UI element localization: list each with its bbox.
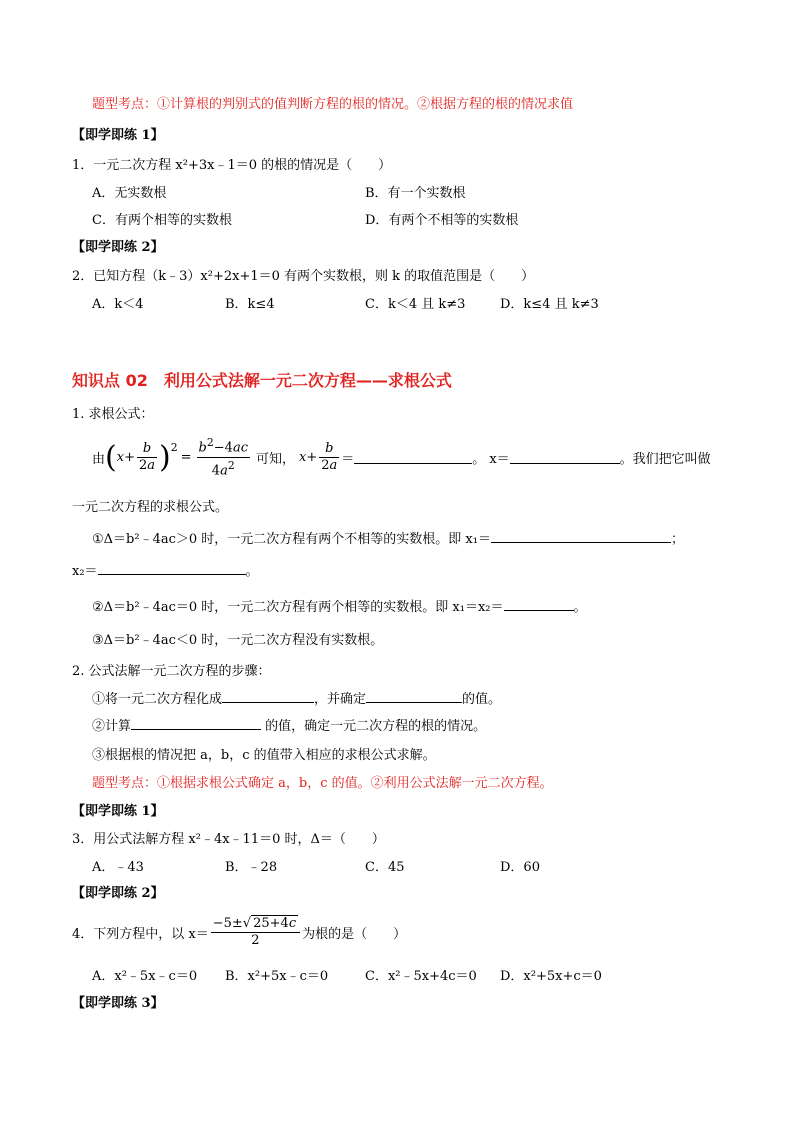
step-1-b: ，并确定 <box>314 692 367 707</box>
question-1-option-a: A．无实数根 <box>92 186 167 201</box>
question-3-stem: 3．用公式法解方程 x²﹣4x﹣11＝0 时，Δ＝（ ） <box>72 832 385 847</box>
question-2-option-d: D．k≤4 且 k≠3 <box>500 297 599 312</box>
step-2-a: ②计算 <box>92 719 132 734</box>
section-title: 知识点 02 利用公式法解一元二次方程——求根公式 <box>72 371 452 390</box>
question-4-stem: 4．下列方程中，以 x＝ $\frac{-5\pm√ 25+4c}{2}$ 为根的是（ ） <box>72 915 407 948</box>
exercise-label-1: 【即学即练 1】 <box>72 128 164 143</box>
exercise-label-5: 【即学即练 3】 <box>72 996 164 1011</box>
question-3-option-d: D．60 <box>500 860 540 875</box>
question-4-prefix: 4．下列方程中，以 x＝ <box>72 926 209 942</box>
question-4-suffix: 为根的是（ ） <box>302 926 407 942</box>
question-4-option-b: B．x²+5x﹣c＝0 <box>225 969 329 984</box>
step-1-a: ①将一元二次方程化成 <box>92 692 223 707</box>
case-3: ③Δ＝b²﹣4ac＜0 时，一元二次方程没有实数根。 <box>92 633 384 648</box>
paragraph-2: 2. 公式法解一元二次方程的步骤： <box>72 664 271 679</box>
step-2-b: 的值，确定一元二次方程的根的情况。 <box>265 719 487 734</box>
question-2-option-c: C．k＜4 且 k≠3 <box>365 297 466 312</box>
formula-x: x＝ <box>489 451 510 467</box>
exercise-label-3: 【即学即练 1】 <box>72 804 164 819</box>
case-1-x2-text: x₂＝ <box>72 564 98 579</box>
question-3-option-c: C．45 <box>365 860 405 875</box>
question-2-stem: 2．已知方程（k﹣3）x²+2x+1＝0 有两个实数根，则 k 的取值范围是（ ） <box>72 269 535 284</box>
paragraph-1: 1. 求根公式： <box>72 407 154 422</box>
step-3: ③根据根的情况把 a，b，c 的值带入相应的求根公式求解。 <box>92 748 436 763</box>
question-2-option-b: B．k≤4 <box>225 297 275 312</box>
exercise-label-4: 【即学即练 2】 <box>72 886 164 901</box>
exercise-label-2: 【即学即练 2】 <box>72 240 164 255</box>
question-4-option-d: D．x²+5x+c＝0 <box>500 969 602 984</box>
question-1-option-d: D．有两个不相等的实数根 <box>365 213 519 228</box>
formula-line-2: 一元二次方程的求根公式。 <box>72 500 229 515</box>
case-1-text: ①Δ＝b²﹣4ac＞0 时，一元二次方程有两个不相等的实数根。即 x₁＝ <box>92 532 491 547</box>
case-2: ②Δ＝b²﹣4ac＝0 时，一元二次方程有两个相等的实数根。即 x₁＝x₂＝ 。 <box>92 600 587 615</box>
step-1-c: 的值。 <box>462 692 502 707</box>
question-3-option-a: A．﹣43 <box>92 860 144 875</box>
step-2 <box>92 715 486 734</box>
case-1: ①Δ＝b²﹣4ac＞0 时，一元二次方程有两个不相等的实数根。即 x₁＝ ； <box>92 532 684 547</box>
formula-mid: 可知， <box>255 451 295 467</box>
step-1 <box>92 688 501 707</box>
question-1-stem: 1．一元二次方程 x²+3x﹣1＝0 的根的情况是（ ） <box>72 158 392 173</box>
kaodian-2: 题型考点：①根据求根公式确定 a，b，c 的值。②利用公式法解一元二次方程。 <box>92 776 553 791</box>
question-4-option-c: C．x²﹣5x+4c＝0 <box>365 969 477 984</box>
question-4-option-a: A．x²﹣5x﹣c＝0 <box>92 969 198 984</box>
case-2-text: ②Δ＝b²﹣4ac＝0 时，一元二次方程有两个相等的实数根。即 x₁＝x₂＝ <box>92 600 504 615</box>
question-1-option-b: B．有一个实数根 <box>365 186 466 201</box>
case-1-x2: x₂＝ 。 <box>72 564 259 579</box>
formula-line: 由 ( x + $\frac{b}{2a}$ ) $^2$ = $\frac{b^2-4ac}{4a^2}$ 可知， x+ $\frac{b}{2a}$ ＝ 。 x＝ 。我们把它叫做 <box>92 436 711 478</box>
question-1-option-c: C．有两个相等的实数根 <box>92 213 232 228</box>
kaodian-1: 题型考点：①计算根的判别式的值判断方程的根的情况。②根据方程的根的情况求值 <box>92 97 574 112</box>
formula-prefix: 由 <box>92 451 106 467</box>
question-3-option-b: B．﹣28 <box>225 860 278 875</box>
formula-end: 。我们把它叫做 <box>619 451 711 467</box>
question-2-option-a: A．k＜4 <box>92 297 144 312</box>
